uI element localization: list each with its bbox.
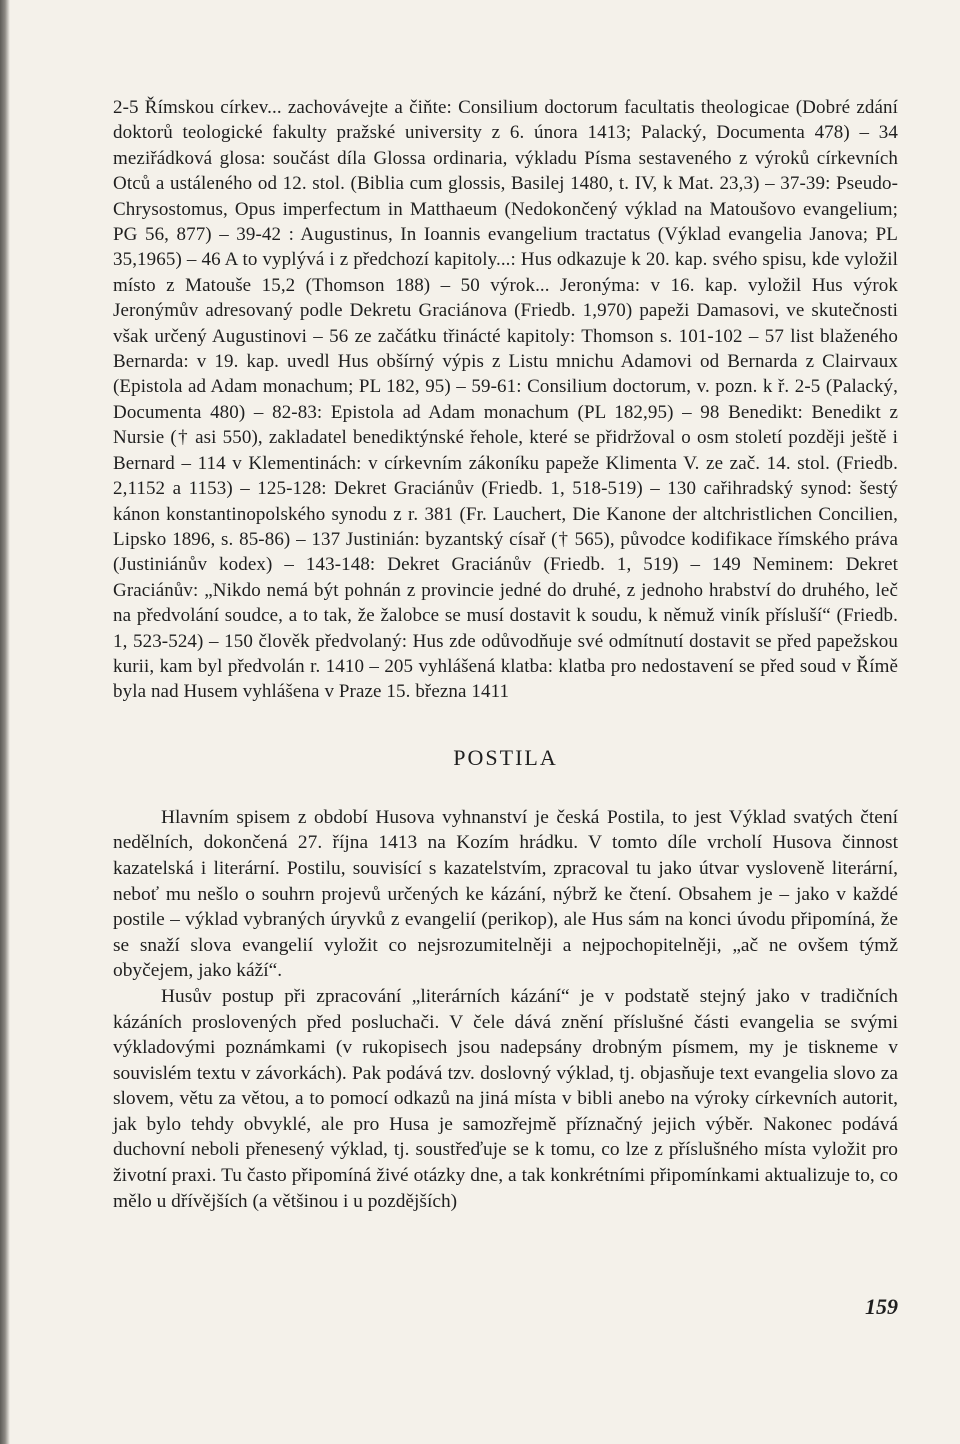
page-number: 159 — [865, 1294, 898, 1319]
section-heading: POSTILA — [453, 744, 558, 770]
paragraph: Hlavním spisem z období Husova vyhnanství je česká Postila, to jest Výklad svatých čtení nedělních, dokončená 27. října 1413 na Kozím hrádku. V tomto díle vrcholí Husova činnost kazatelská i literární. Postilu, souvisící s kazatelstvím, zpracoval tu jako útvar vysloveně literární, neboť mu nešlo o souhrn projevů určených ke kázání, nýbrž ke čtení. Obsahem je – jako v každé postile – výklad vybraných úryvků z evangelií (perikop), ale Hus sám na konci úvodu připomíná, že se snaží slova evangelií vyložit co nejsrozumitelněji a nejpochopitelněji, „ač ne ovšem týmž obyčejem, jako káží“. — [113, 806, 898, 982]
page — [113, 95, 898, 1214]
scan-edge — [0, 0, 10, 1444]
paragraph: Husův postup při zpracování „literárních kázání“ je v podstatě stejný jako v tradičních kázáních proslovených před posluchači. V čele dává znění příslušné části evangelia se svými výkladovými poznámkami (v rukopisech jsou nadepsány drobným písmem, my je tiskneme v souvislém textu v závorkách). Pak podává tzv. doslovný výklad, tj. objasňuje text evangelia slovo za slovem, větu za větou, a to pomocí odkazů na jiná místa v bibli anebo na výroky církevních autorit, jak bylo tehdy obvyklé, ale pro Husa je samozřejmě příznačný jejich výběr. Nakonec podává duchovní neboli přenesený výklad, tj. soustřeďuje se k tomu, co lze z příslušného místa vyložit pro životní praxi. Tu často připomíná živé otázky dne, a tak konkrétními připomínkami aktualizuje to, co mělo u dřívějších (a většinou i u pozdějších) — [113, 985, 898, 1212]
body-text — [113, 805, 898, 1215]
endnote-text: 2-5 Římskou církev... zachovávejte a čiňte: Consilium doctorum facultatis theologicae (Dobré zdání doktorů teologické fakulty pražské university z 6. února 1413; Palacký, Documenta 478) – 34 meziřádková glosa: součást díla Glossa ordinaria, výkladu Písma sestaveného z výroků církevních Otců a ustáleného od 12. stol. (Biblia cum glossis, Basilej 1480, t. IV, k Mat. 23,3) – 37-39: Pseudo-Chrysostomus, Opus imperfectum in Matthaeum (Nedokončený výklad na Matoušovo evangelium; PG 56, 877) – 39-42 : Augustinus, In Ioannis evangelium tractatus (Výklad evangelia Janova; PL 35,1965) – 46 A to vyplývá i z předchozí kapitoly...: Hus odkazuje k 20. kap. svého spisu, kde vyložil místo z Matouše 15,2 (Thomson 188) – 50 výrok... Jeronýma: v 16. kap. vyložil Hus výrok Jeronýmův adresovaný podle Dekretu Graciánova (Friedb. 1,970) papeži Damasovi, ve skutečnosti však určený Augustinovi – 56 ze začátku třinácté kapitoly: Thomson s. 101-102 – 57 list blaženého Bernarda: v 19. kap. uvedl Hus obšírný výpis z Listu mnichu Adamovi od Bernarda z Clairvaux (Epistola ad Adam monachum; PL 182, 95) – 59-61: Consilium doctorum, v. pozn. k ř. 2-5 (Palacký, Documenta 480) – 82-83: Epistola ad Adam monachum (PL 182,95) – 98 Benedikt: Benedikt z Nursie († asi 550), zakladatel benediktýnské řehole, které se přidržoval o osm století později ještě i Bernard – 114 v Klementinách: v církevním zákoníku papeže Klimenta V. ze zač. 14. stol. (Friedb. 2,1152 a 1153) – 125-128: Dekret Graciánův (Friedb. 1, 518-519) – 130 cařihradský synod: šestý kánon konstantinopolského synodu z r. 381 (Fr. Lauchert, Die Kanone der altchristlichen Concilien, Lipsko 1896, s. 85-86) – 137 Justinián: byzantský císař († 565), původce kodifikace římského práva (Justiniánův kodex) – 143-148: Dekret Graciánův (Friedb. 1, 519) – 149 Neminem: Dekret Graciánův: „Nikdo nemá být pohnán z provincie jedné do druhé, z jednoho hrabství do druhého, leč na předvolání soudce, a to tak, že žalobce se musí dostavit k soudu, k němuž viník přísluší“ (Friedb. 1, 523-524) – 150 člověk předvolaný: Hus zde odůvodňuje své odmítnutí dostavit se před papežskou kurii, kam byl předvolán r. 1410 – 205 vyhlášená klatba: klatba pro nedostavení se před soud v Římě byla nad Husem vyhlášena v Praze 15. března 1411 — [113, 97, 898, 703]
endnotes — [113, 95, 898, 705]
